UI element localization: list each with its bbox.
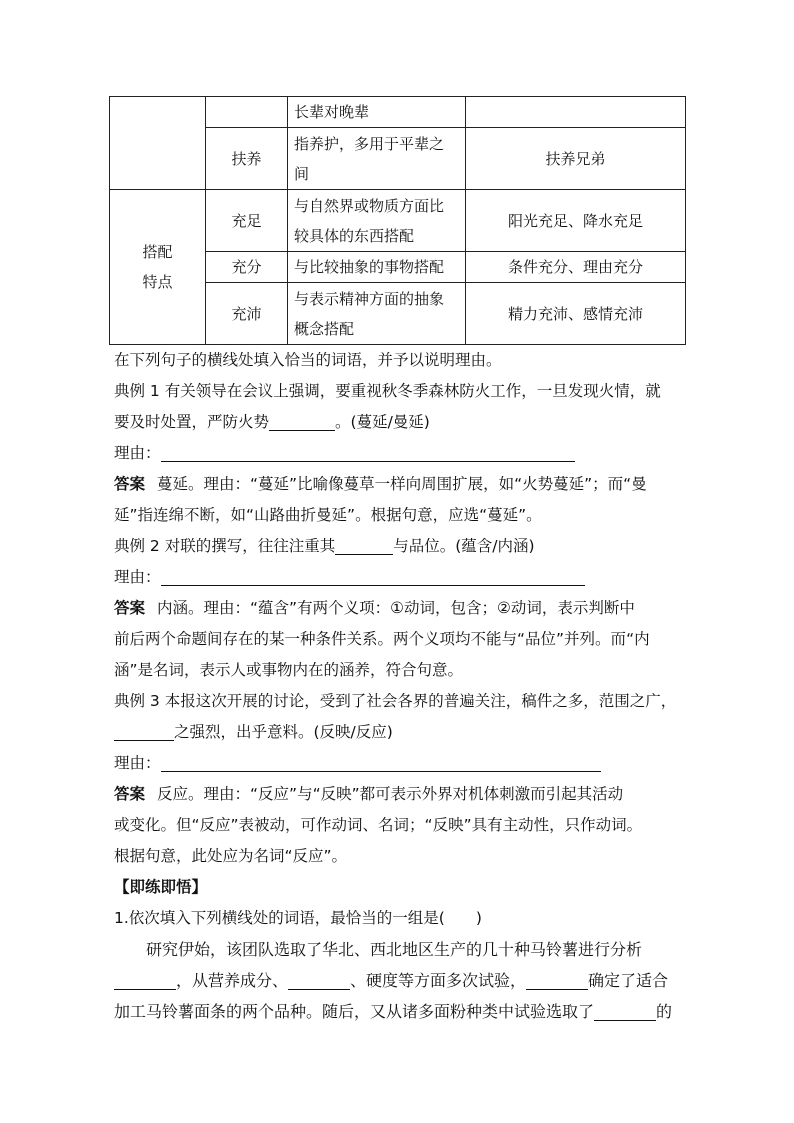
table-cell-word bbox=[206, 252, 288, 283]
answer3-line2: 或变化。但“反应”表被动，可作动词、名词；“反映”具有主动性，只作动词。 bbox=[114, 816, 643, 834]
answer2-line1 bbox=[114, 593, 686, 624]
example2-options: 与品位。(蕴含/内涵) bbox=[393, 537, 535, 555]
meaning-text: 与自然界或物质方面比 bbox=[294, 196, 445, 215]
table-cell-word bbox=[206, 97, 288, 128]
intro-line: 在下列句子的横线处填入恰当的词语，并予以说明理由。 bbox=[114, 351, 502, 369]
vocab-table bbox=[109, 96, 686, 345]
example2-text: 典例 2 对联的撰写，往往注重其 bbox=[114, 537, 336, 555]
table-row bbox=[110, 190, 686, 252]
word-text: 充沛 bbox=[231, 304, 262, 323]
table-cell-meaning bbox=[288, 190, 466, 252]
question1-para-line1: 研究伊始，该团队选取了华北、西北地区生产的几十种马铃薯进行分析 bbox=[146, 940, 643, 959]
answer-label: 答案 bbox=[114, 599, 146, 617]
head-text: 搭配 bbox=[142, 243, 173, 261]
body-text bbox=[114, 345, 686, 1027]
answer3-line3: 根据句意，此处应为名词“反应”。 bbox=[114, 847, 348, 865]
example3-line2 bbox=[114, 717, 686, 748]
question1-text: 确定了适合 bbox=[588, 971, 669, 990]
answer3-line1 bbox=[114, 779, 686, 810]
example3-options: 之强烈，出乎意料。(反映/反应) bbox=[174, 723, 393, 741]
meaning-text: 指养护，多用于平辈之 bbox=[294, 134, 445, 153]
table-cell-meaning bbox=[288, 97, 466, 128]
table-cell-meaning bbox=[288, 128, 466, 190]
table-cell-example bbox=[466, 252, 686, 283]
table-row bbox=[110, 97, 686, 128]
table-cell-head bbox=[110, 190, 206, 345]
example-text: 扶养兄弟 bbox=[545, 149, 606, 168]
answer-text: 反应。理由：“反应”与“反映”都可表示外界对机体刺激而引起其活动 bbox=[157, 785, 624, 803]
word-text: 充分 bbox=[231, 258, 262, 276]
answer-label: 答案 bbox=[114, 475, 146, 493]
question1-para-line2 bbox=[114, 965, 686, 996]
table-cell-word bbox=[206, 283, 288, 345]
table-cell-example bbox=[466, 283, 686, 345]
example1-line1: 典例 1 有关领导在会议上强调，要重视秋冬季森林防火工作，一旦发现火情，就 bbox=[114, 382, 661, 400]
question1-text: 的 bbox=[656, 1002, 673, 1021]
example2-line1 bbox=[114, 531, 686, 562]
fill-blank bbox=[526, 971, 588, 990]
example1-line2 bbox=[114, 407, 686, 438]
answer-label: 答案 bbox=[114, 785, 146, 803]
table-cell-example bbox=[466, 97, 686, 128]
question1-text: ，从营养成分、 bbox=[176, 971, 289, 990]
table-cell-example bbox=[466, 128, 686, 190]
example3-line1: 典例 3 本报这次开展的讨论，受到了社会各界的普遍关注，稿件之多，范围之广， bbox=[114, 692, 677, 710]
table-cell-head bbox=[110, 97, 206, 190]
fill-blank bbox=[288, 971, 350, 990]
meaning-text: 较具体的东西搭配 bbox=[294, 226, 415, 245]
fill-blank bbox=[114, 971, 176, 990]
meaning-text: 与比较抽象的事物搭配 bbox=[294, 258, 445, 276]
reason-line bbox=[114, 748, 686, 779]
reason-line bbox=[114, 438, 686, 469]
example-text: 条件充分、理由充分 bbox=[507, 258, 643, 276]
fill-blank bbox=[335, 536, 393, 555]
fill-blank bbox=[594, 1002, 656, 1021]
question1-text: 加工马铃薯面条的两个品种。随后，又从诸多面粉种类中试验选取了 bbox=[114, 1002, 595, 1021]
answer2-line2: 前后两个命题间存在的某一种条件关系。两个义项均不能与“品位”并列。而“内 bbox=[114, 630, 650, 648]
question1-stem: 1.依次填入下列横线处的词语，最恰当的一组是( ) bbox=[114, 909, 482, 927]
example-text: 精力充沛、感情充沛 bbox=[507, 304, 643, 323]
fill-blank bbox=[269, 412, 335, 431]
table-cell-word bbox=[206, 128, 288, 190]
practice-header: 【即练即悟】 bbox=[114, 878, 208, 896]
word-text: 充足 bbox=[231, 211, 262, 230]
reason-underline bbox=[161, 753, 601, 772]
meaning-text: 与表示精神方面的抽象 bbox=[294, 289, 445, 308]
table-cell-word bbox=[206, 190, 288, 252]
question1-para-line3 bbox=[114, 996, 686, 1027]
table-cell-example bbox=[466, 190, 686, 252]
reason-underline bbox=[161, 443, 575, 462]
answer1-line2: 延”指连绵不断，如“山路曲折曼延”。根据句意，应选“蔓延”。 bbox=[114, 506, 542, 524]
fill-blank bbox=[114, 722, 174, 741]
answer-text: 内涵。理由：“蕴含”有两个义项：①动词，包含；②动词，表示判断中 bbox=[157, 599, 635, 617]
answer1-line1 bbox=[114, 469, 686, 500]
reason-label: 理由： bbox=[114, 444, 161, 462]
example1-options: 。(蔓延/曼延) bbox=[335, 413, 430, 431]
reason-label: 理由： bbox=[114, 568, 161, 586]
word-text: 扶养 bbox=[231, 149, 262, 168]
example-text: 阳光充足、降水充足 bbox=[507, 211, 643, 230]
example1-text: 要及时处置，严防火势 bbox=[114, 413, 270, 431]
meaning-text: 长辈对晚辈 bbox=[294, 103, 370, 121]
reason-label: 理由： bbox=[114, 754, 161, 772]
meaning-text: 间 bbox=[294, 164, 310, 183]
answer2-line3: 涵”是名词，表示人或事物内在的涵养，符合句意。 bbox=[114, 661, 464, 679]
table-cell-meaning bbox=[288, 252, 466, 283]
reason-line bbox=[114, 562, 686, 593]
meaning-text: 概念搭配 bbox=[294, 319, 355, 338]
answer-text: 蔓延。理由：“蔓延”比喻像蔓草一样向周围扩展，如“火势蔓延”；而“曼 bbox=[157, 475, 647, 493]
head-text: 特点 bbox=[142, 273, 173, 291]
reason-underline bbox=[161, 567, 585, 586]
question1-text: 、硬度等方面多次试验， bbox=[350, 971, 527, 990]
table-cell-meaning bbox=[288, 283, 466, 345]
